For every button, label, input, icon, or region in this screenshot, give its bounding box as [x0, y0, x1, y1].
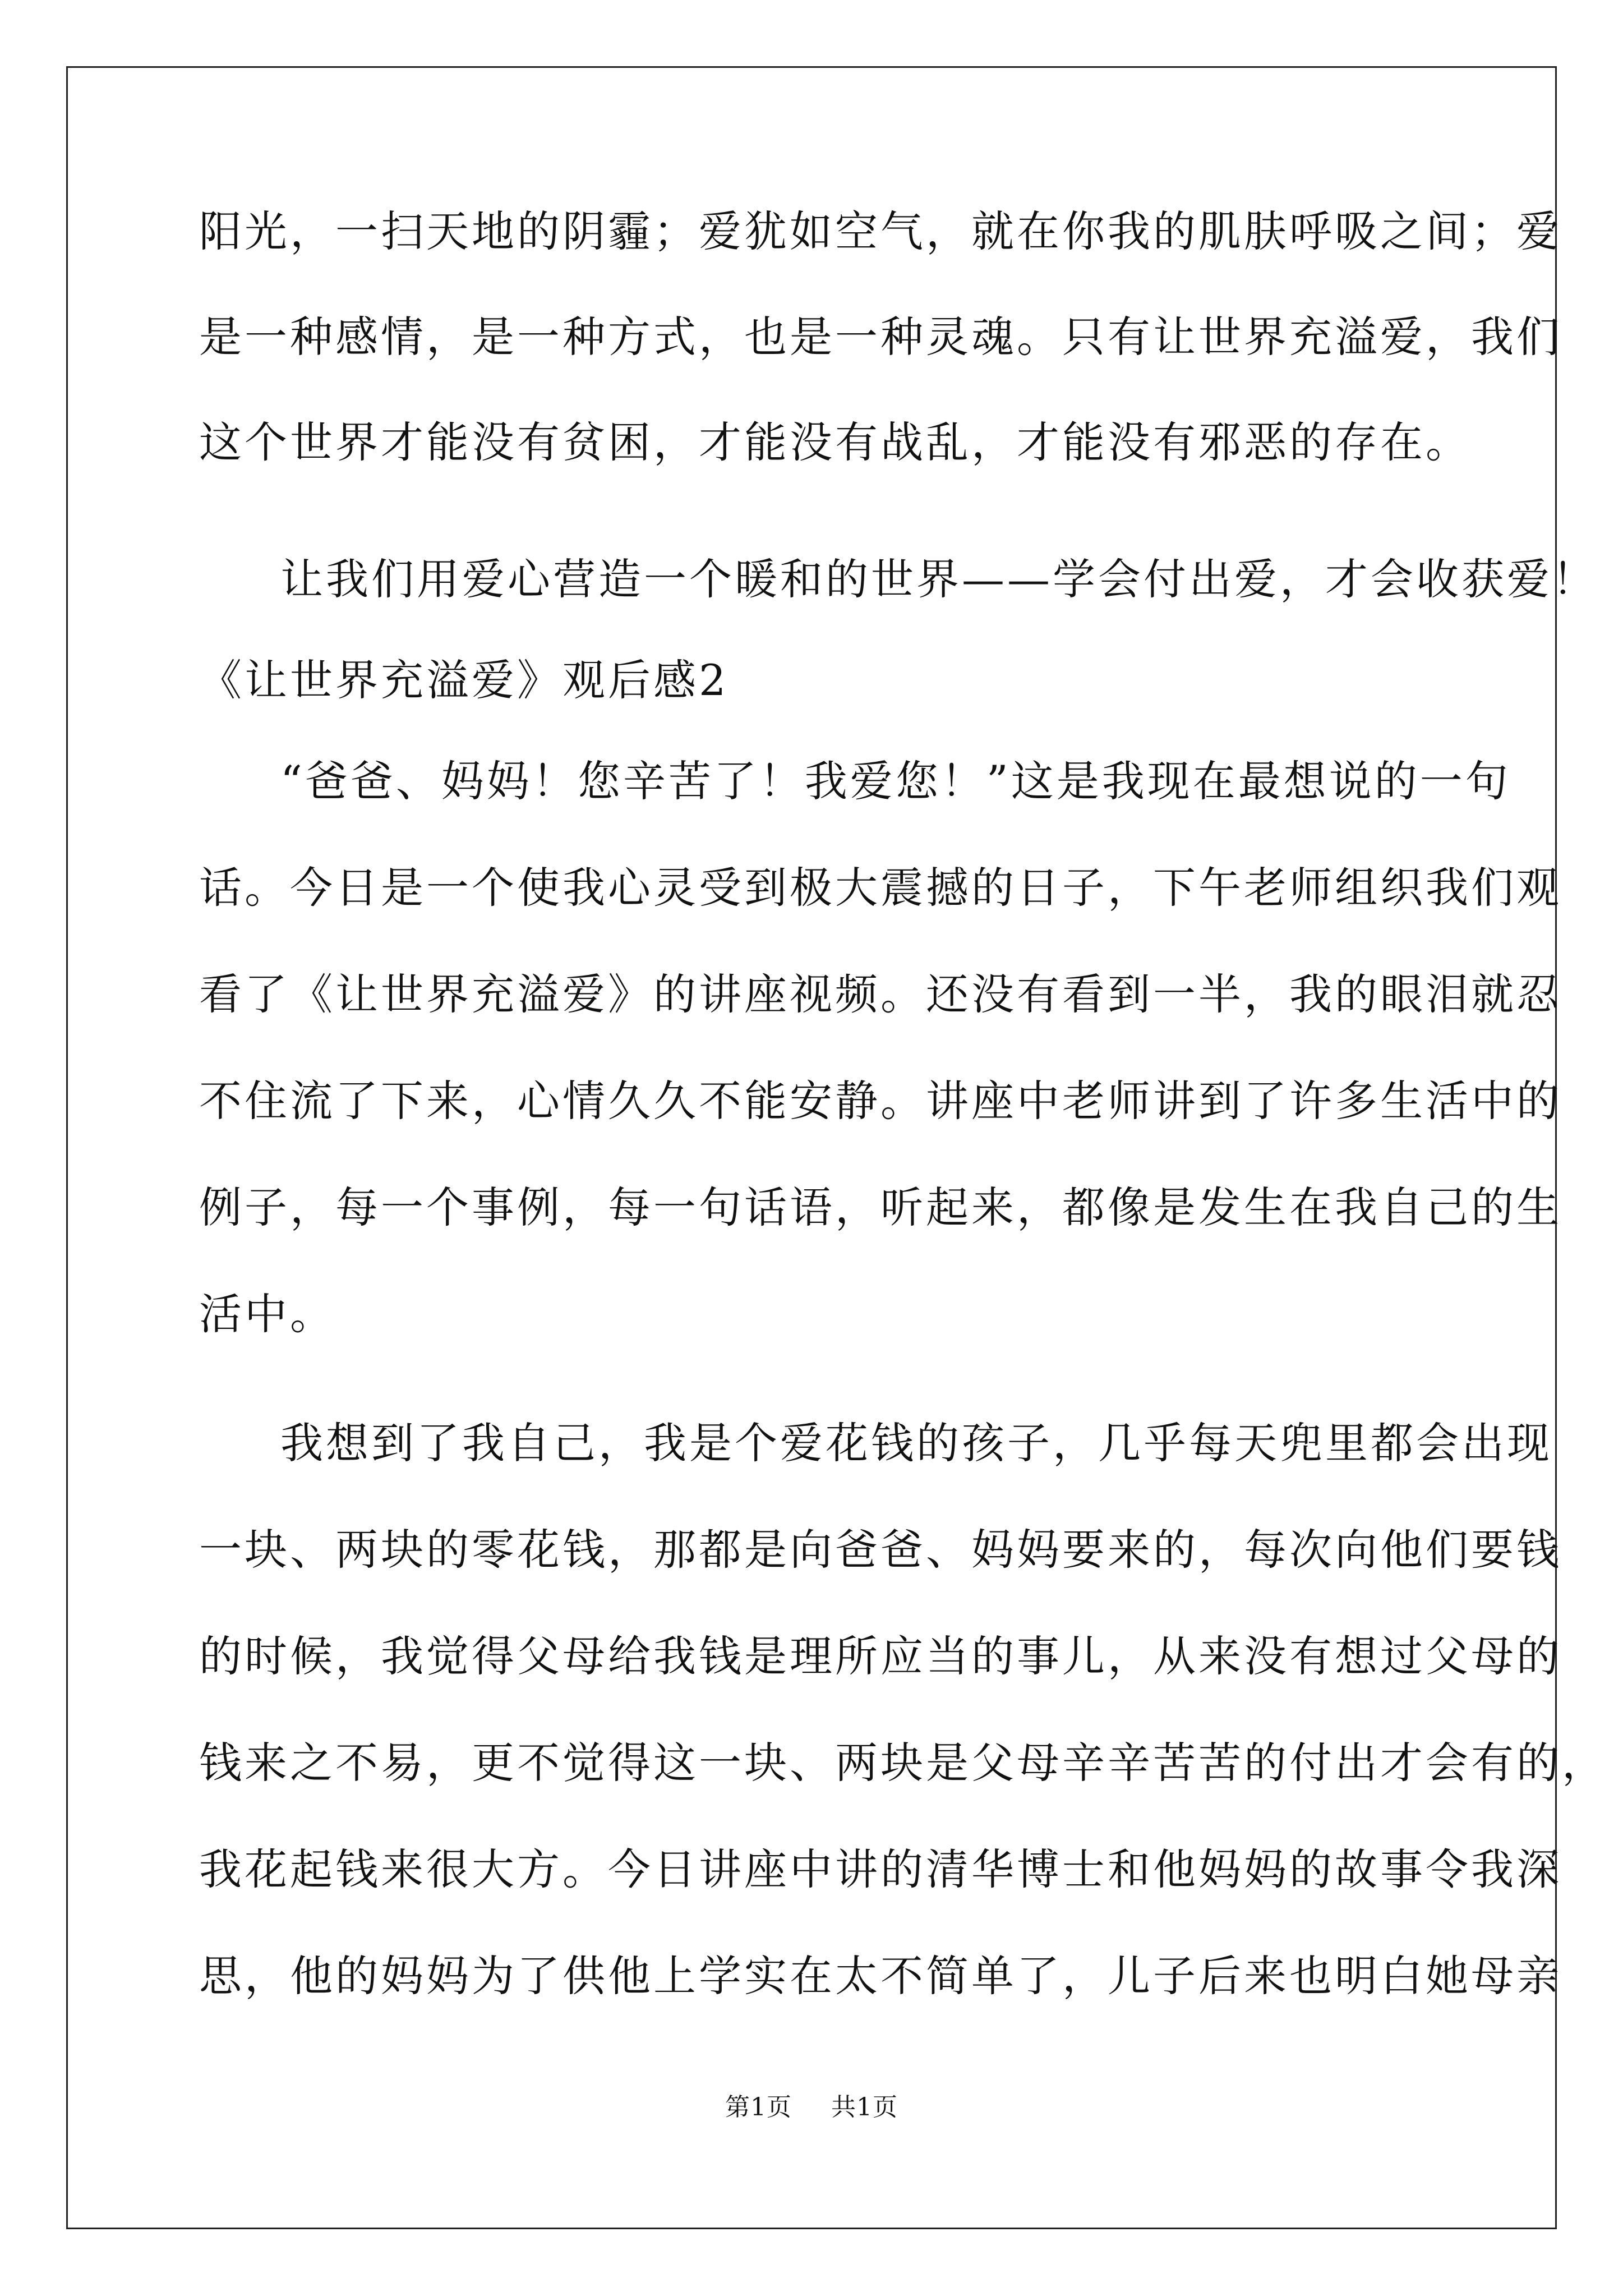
- paragraph-first-line: 让我们用爱心营造一个暖和的世界——学会付出爱，才会收获爱！: [280, 554, 1598, 604]
- text-line: 思，他的妈妈为了供他上学实在太不简单了，儿子后来也明白她母亲: [199, 1951, 1562, 2001]
- text-line: 一块、两块的零花钱，那都是向爸爸、妈妈要来的，每次向他们要钱: [199, 1525, 1562, 1575]
- text-line: 我花起钱来很大方。今日讲座中讲的清华博士和他妈妈的故事令我深: [199, 1844, 1562, 1894]
- text-line: 这个世界才能没有贫困，才能没有战乱，才能没有邪恶的存在。: [199, 417, 1471, 467]
- text-line: 活中。: [199, 1289, 335, 1339]
- section-heading: 《让世界充溢爱》观后感2: [199, 655, 729, 705]
- page-footer: [0, 2087, 1623, 2123]
- text-line: 是一种感情，是一种方式，也是一种灵魂。只有让世界充溢爱，我们: [199, 312, 1562, 362]
- text-line: 话。今日是一个使我心灵受到极大震撼的日子，下午老师组织我们观: [199, 863, 1562, 913]
- text-line: 例子，每一个事例，每一句话语，听起来，都像是发生在我自己的生: [199, 1182, 1562, 1232]
- text-line: 钱来之不易，更不觉得这一块、两块是父母辛辛苦苦的付出才会有的，: [199, 1738, 1607, 1788]
- text-line: 不住流了下来，心情久久不能安静。讲座中老师讲到了许多生活中的: [199, 1076, 1562, 1126]
- paragraph-first-line: 我想到了我自己，我是个爱花钱的孩子，几乎每天兜里都会出现: [280, 1418, 1552, 1468]
- text-line: 看了《让世界充溢爱》的讲座视频。还没有看到一半，我的眼泪就忍: [199, 969, 1562, 1019]
- text-line: 的时候，我觉得父母给我钱是理所应当的事儿，从来没有想过父母的: [199, 1631, 1562, 1681]
- page-border: [66, 66, 1557, 2229]
- page-total: 共1页: [831, 2093, 898, 2122]
- page-number: 第1页: [725, 2093, 792, 2122]
- paragraph-first-line: “爸爸、妈妈！您辛苦了！我爱您！”这是我现在最想说的一句: [280, 756, 1511, 806]
- text-line: 阳光，一扫天地的阴霾；爱犹如空气，就在你我的肌肤呼吸之间；爱: [199, 206, 1562, 256]
